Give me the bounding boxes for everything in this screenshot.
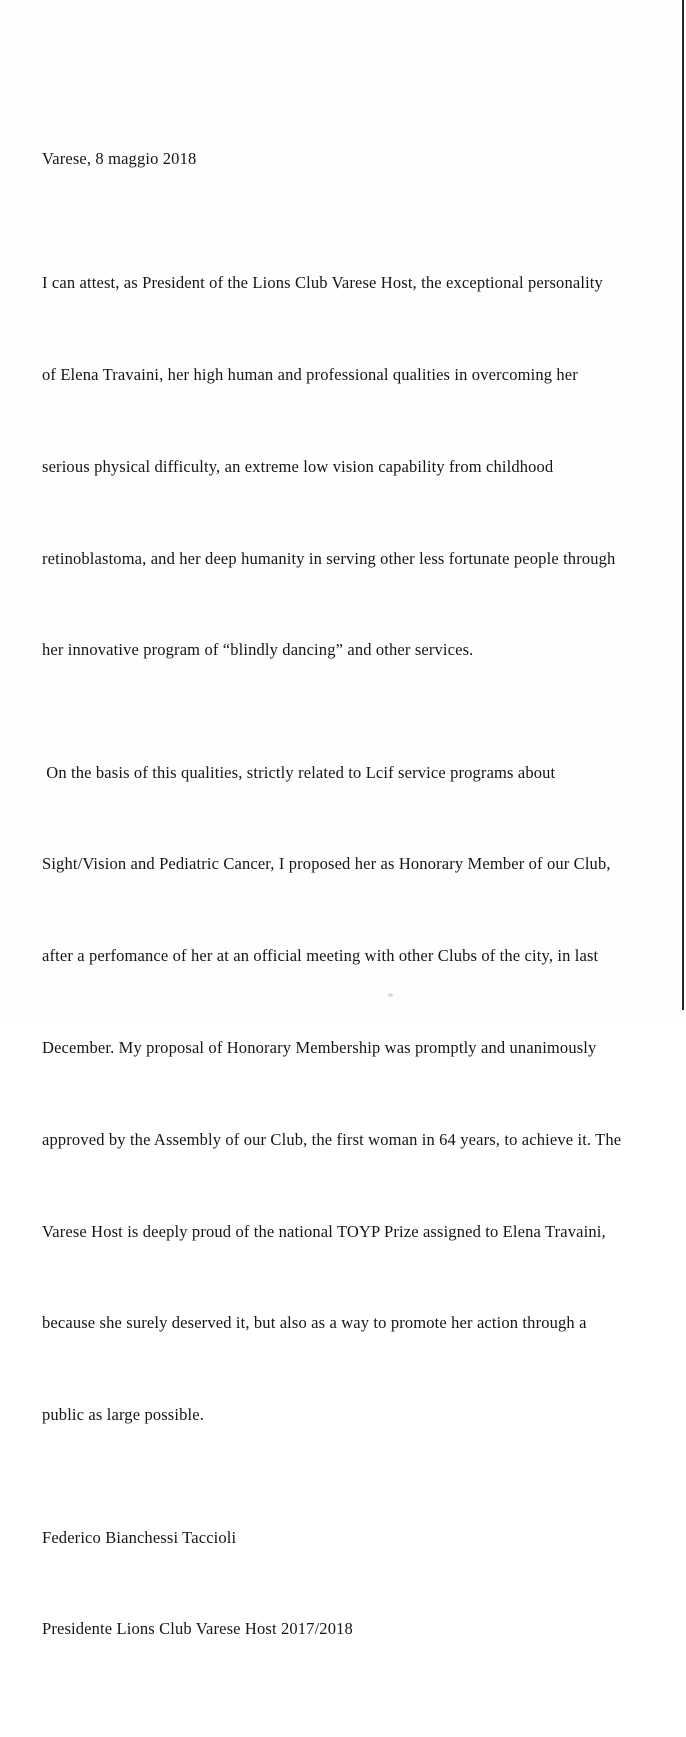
paragraph2-line: Varese Host is deeply proud of the national TOYP Prize assigned to Elena Travaini, <box>42 1221 606 1241</box>
paragraph1-line: retinoblastoma, and her deep humanity in serving other less fortunate people through <box>42 548 616 568</box>
paragraph1-line: I can attest, as President of the Lions Club Varese Host, the exceptional personality <box>42 273 603 293</box>
signature-name: Federico Bianchessi Taccioli <box>42 1527 237 1547</box>
paragraph2-line: because she surely deserved it, but also as a way to promote her action through a <box>42 1313 587 1333</box>
paragraph1-line: her innovative program of “blindly dancing” and other services. <box>42 640 474 660</box>
paragraph1-line: of Elena Travaini, her high human and professional qualities in overcoming her <box>42 364 578 384</box>
paragraph2-line: after a perfomance of her at an official meeting with other Clubs of the city, in last <box>42 946 599 966</box>
scan-edge-artifact-line <box>682 0 684 1010</box>
paragraph2-line: approved by the Assembly of our Club, the first woman in 64 years, to achieve it. The <box>42 1129 622 1149</box>
paragraph2-line: December. My proposal of Honorary Membership was promptly and unanimously <box>42 1038 597 1057</box>
paragraph2-line: public as large possible. <box>42 1405 204 1425</box>
signature-title: Presidente Lions Club Varese Host 2017/2018 <box>42 1619 353 1639</box>
scan-speck-artifact <box>388 993 393 997</box>
letter-body <box>42 52 654 1737</box>
paragraph1-line: serious physical difficulty, an extreme low vision capability from childhood <box>42 456 554 476</box>
paragraph2-line: Sight/Vision and Pediatric Cancer, I proposed her as Honorary Member of our Club, <box>42 854 611 874</box>
paragraph2-line: On the basis of this qualities, strictly related to Lcif service programs about <box>42 762 556 782</box>
date-line: Varese, 8 maggio 2018 <box>42 148 197 168</box>
